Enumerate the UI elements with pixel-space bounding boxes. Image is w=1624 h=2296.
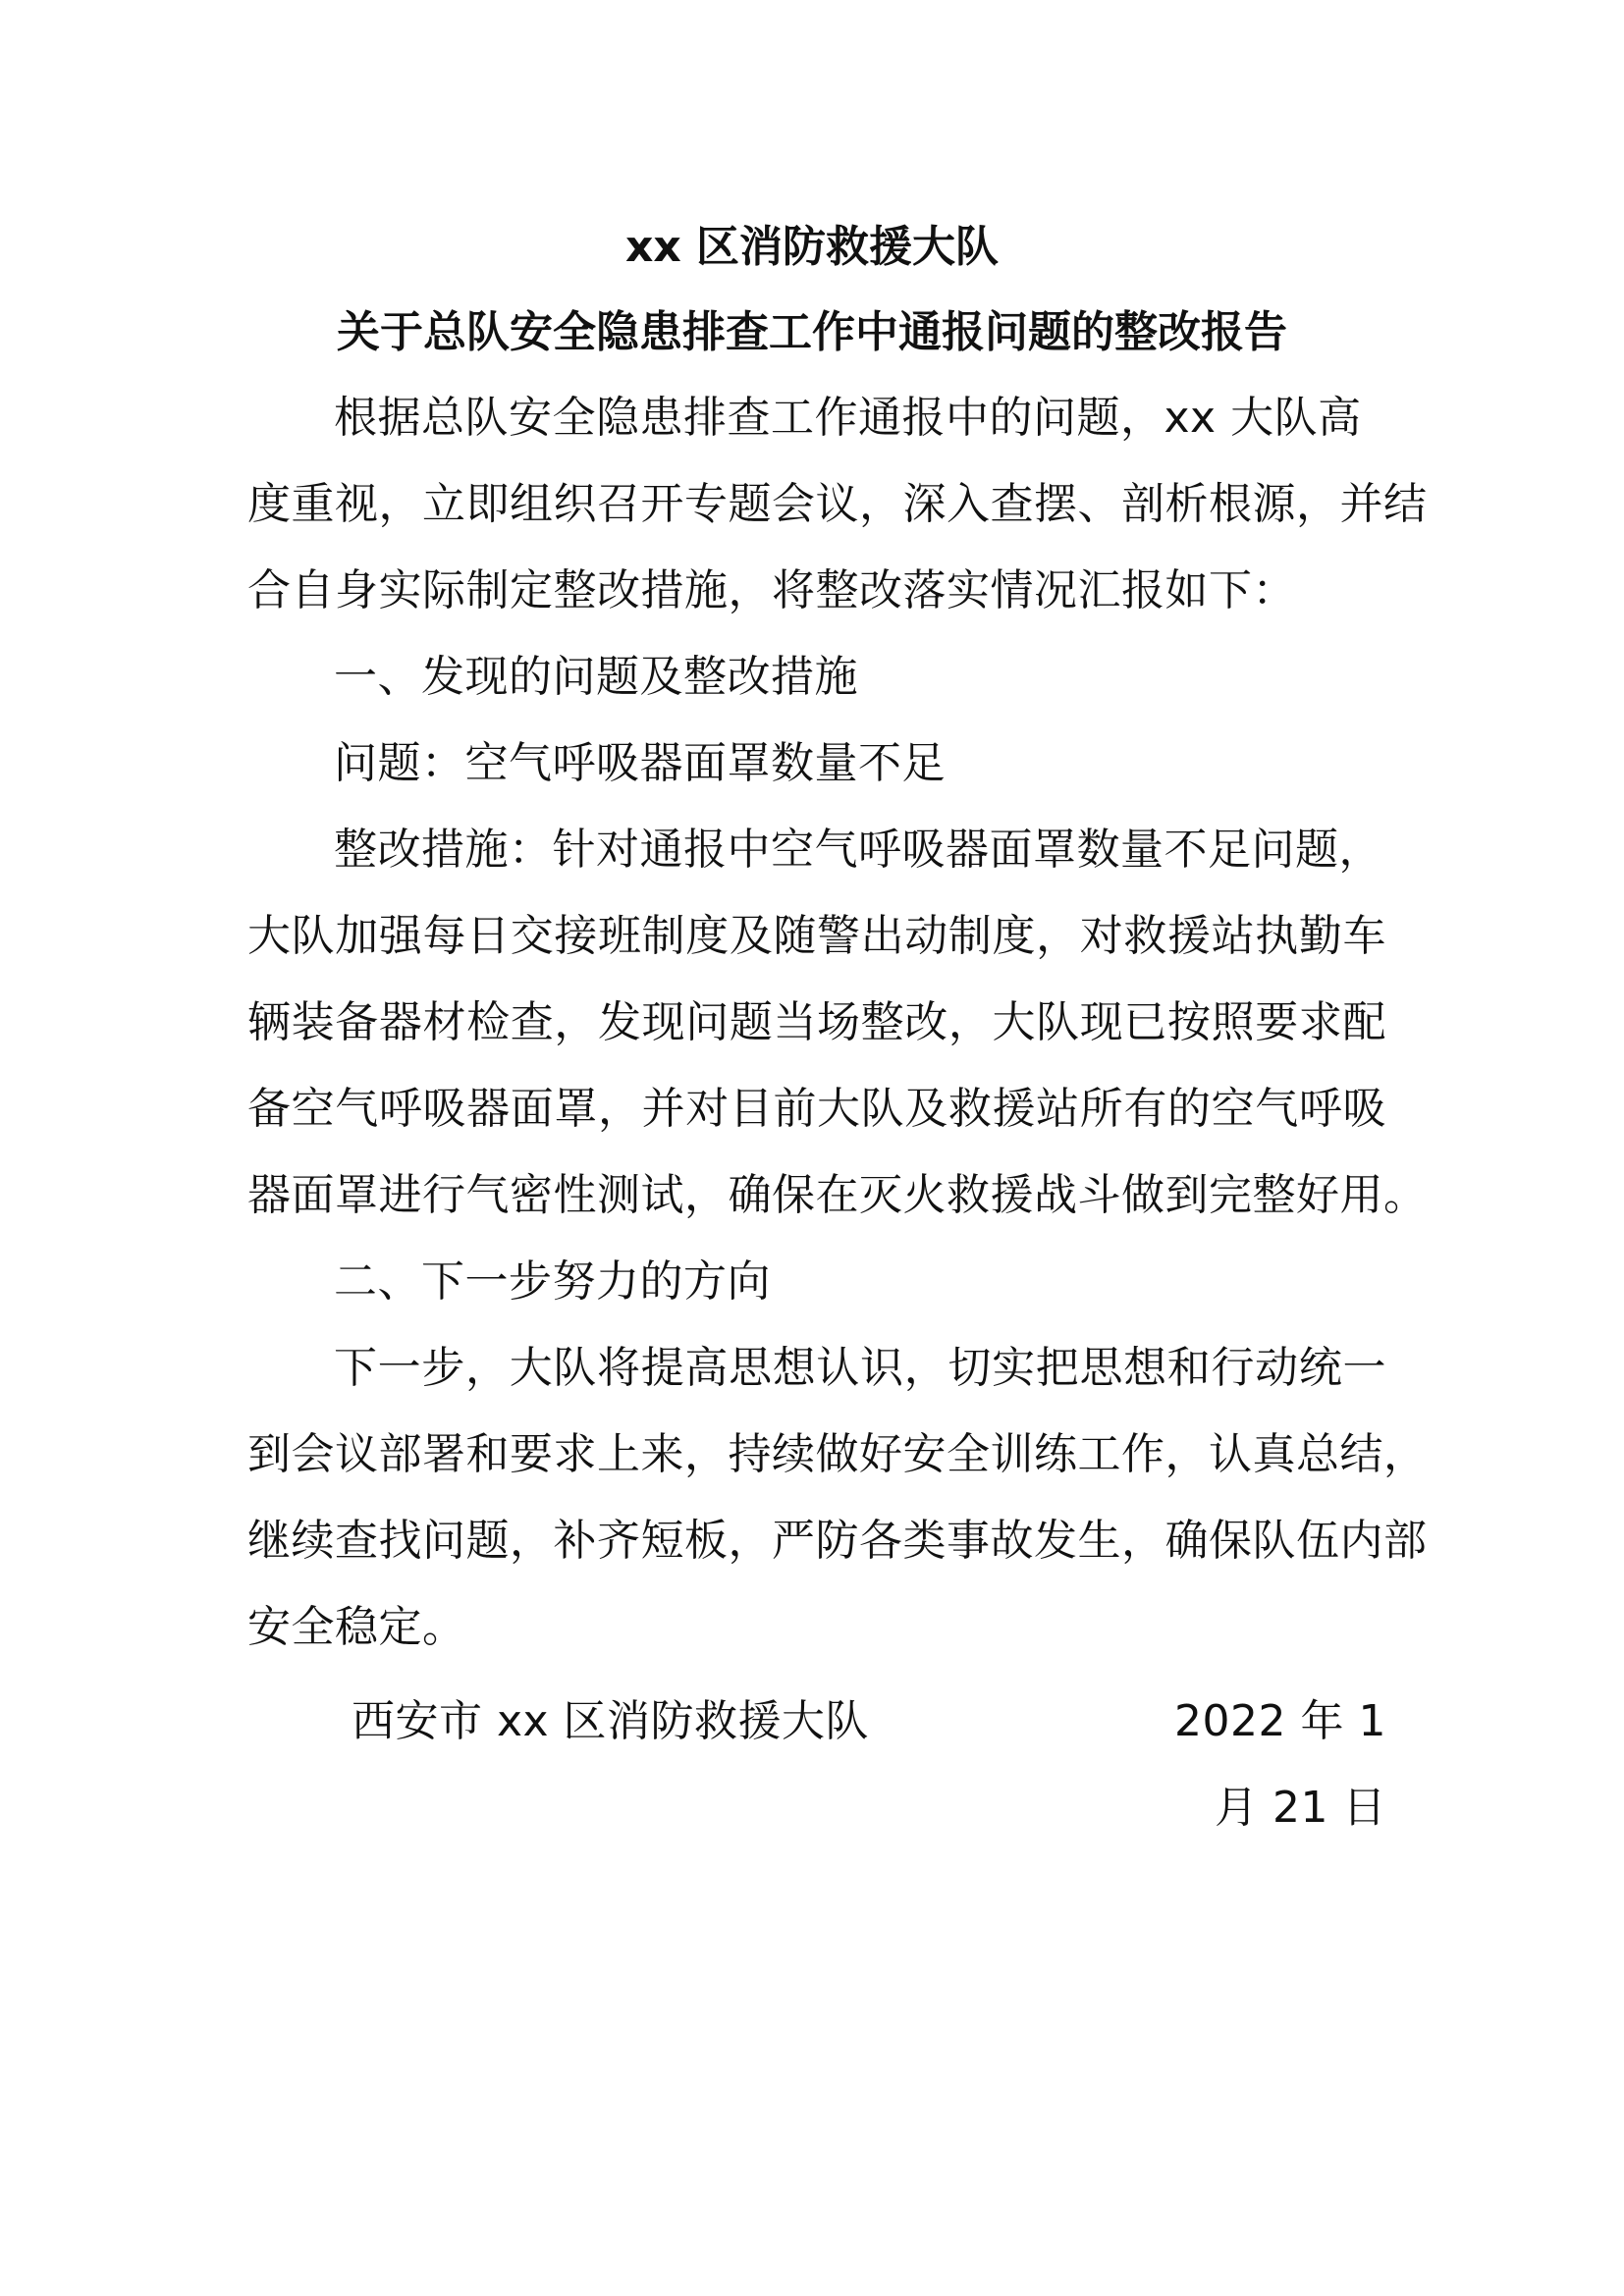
paragraph-line: 到会议部署和要求上来，持续做好安全训练工作，认真总结， [247, 1429, 1428, 1479]
paragraph-line: 整改措施：针对通报中空气呼吸器面罩数量不足问题， [334, 825, 1382, 875]
paragraph-line: 合自身实际制定整改措施，将整改落实情况汇报如下： [247, 565, 1296, 615]
document-subtitle: 关于总队安全隐患排查工作中通报问题的整改报告 [337, 307, 1287, 357]
signature-date-continued: 月 21 日 [1215, 1783, 1386, 1833]
paragraph-line: 根据总队安全隐患排查工作通报中的问题，xx 大队高 [334, 393, 1362, 443]
paragraph-line: 安全稳定。 [247, 1602, 466, 1652]
document-title: xx 区消防救援大队 [624, 222, 1000, 272]
paragraph-line: 继续查找问题，补齐短板，严防各类事故发生，确保队伍内部 [247, 1516, 1428, 1566]
signature-date: 2022 年 1 [1174, 1696, 1386, 1746]
paragraph-line: 大队加强每日交接班制度及随警出动制度，对救援站执勤车 [247, 911, 1386, 961]
signature-organization: 西安市 xx 区消防救援大队 [352, 1696, 870, 1746]
section-heading: 一、发现的问题及整改措施 [334, 652, 858, 702]
paragraph-line: 下一步，大队将提高思想认识，切实把思想和行动统一 [334, 1343, 1386, 1393]
paragraph-line: 备空气呼吸器面罩，并对目前大队及救援站所有的空气呼吸 [247, 1084, 1386, 1134]
paragraph-line: 器面罩进行气密性测试，确保在灭火救援战斗做到完整好用。 [247, 1170, 1428, 1220]
paragraph-line: 辆装备器材检查，发现问题当场整改，大队现已按照要求配 [247, 997, 1386, 1047]
paragraph-line: 度重视，立即组织召开专题会议，深入查摆、剖析根源，并结 [247, 479, 1428, 529]
section-heading: 二、下一步努力的方向 [334, 1256, 771, 1307]
problem-statement: 问题：空气呼吸器面罩数量不足 [334, 738, 946, 788]
